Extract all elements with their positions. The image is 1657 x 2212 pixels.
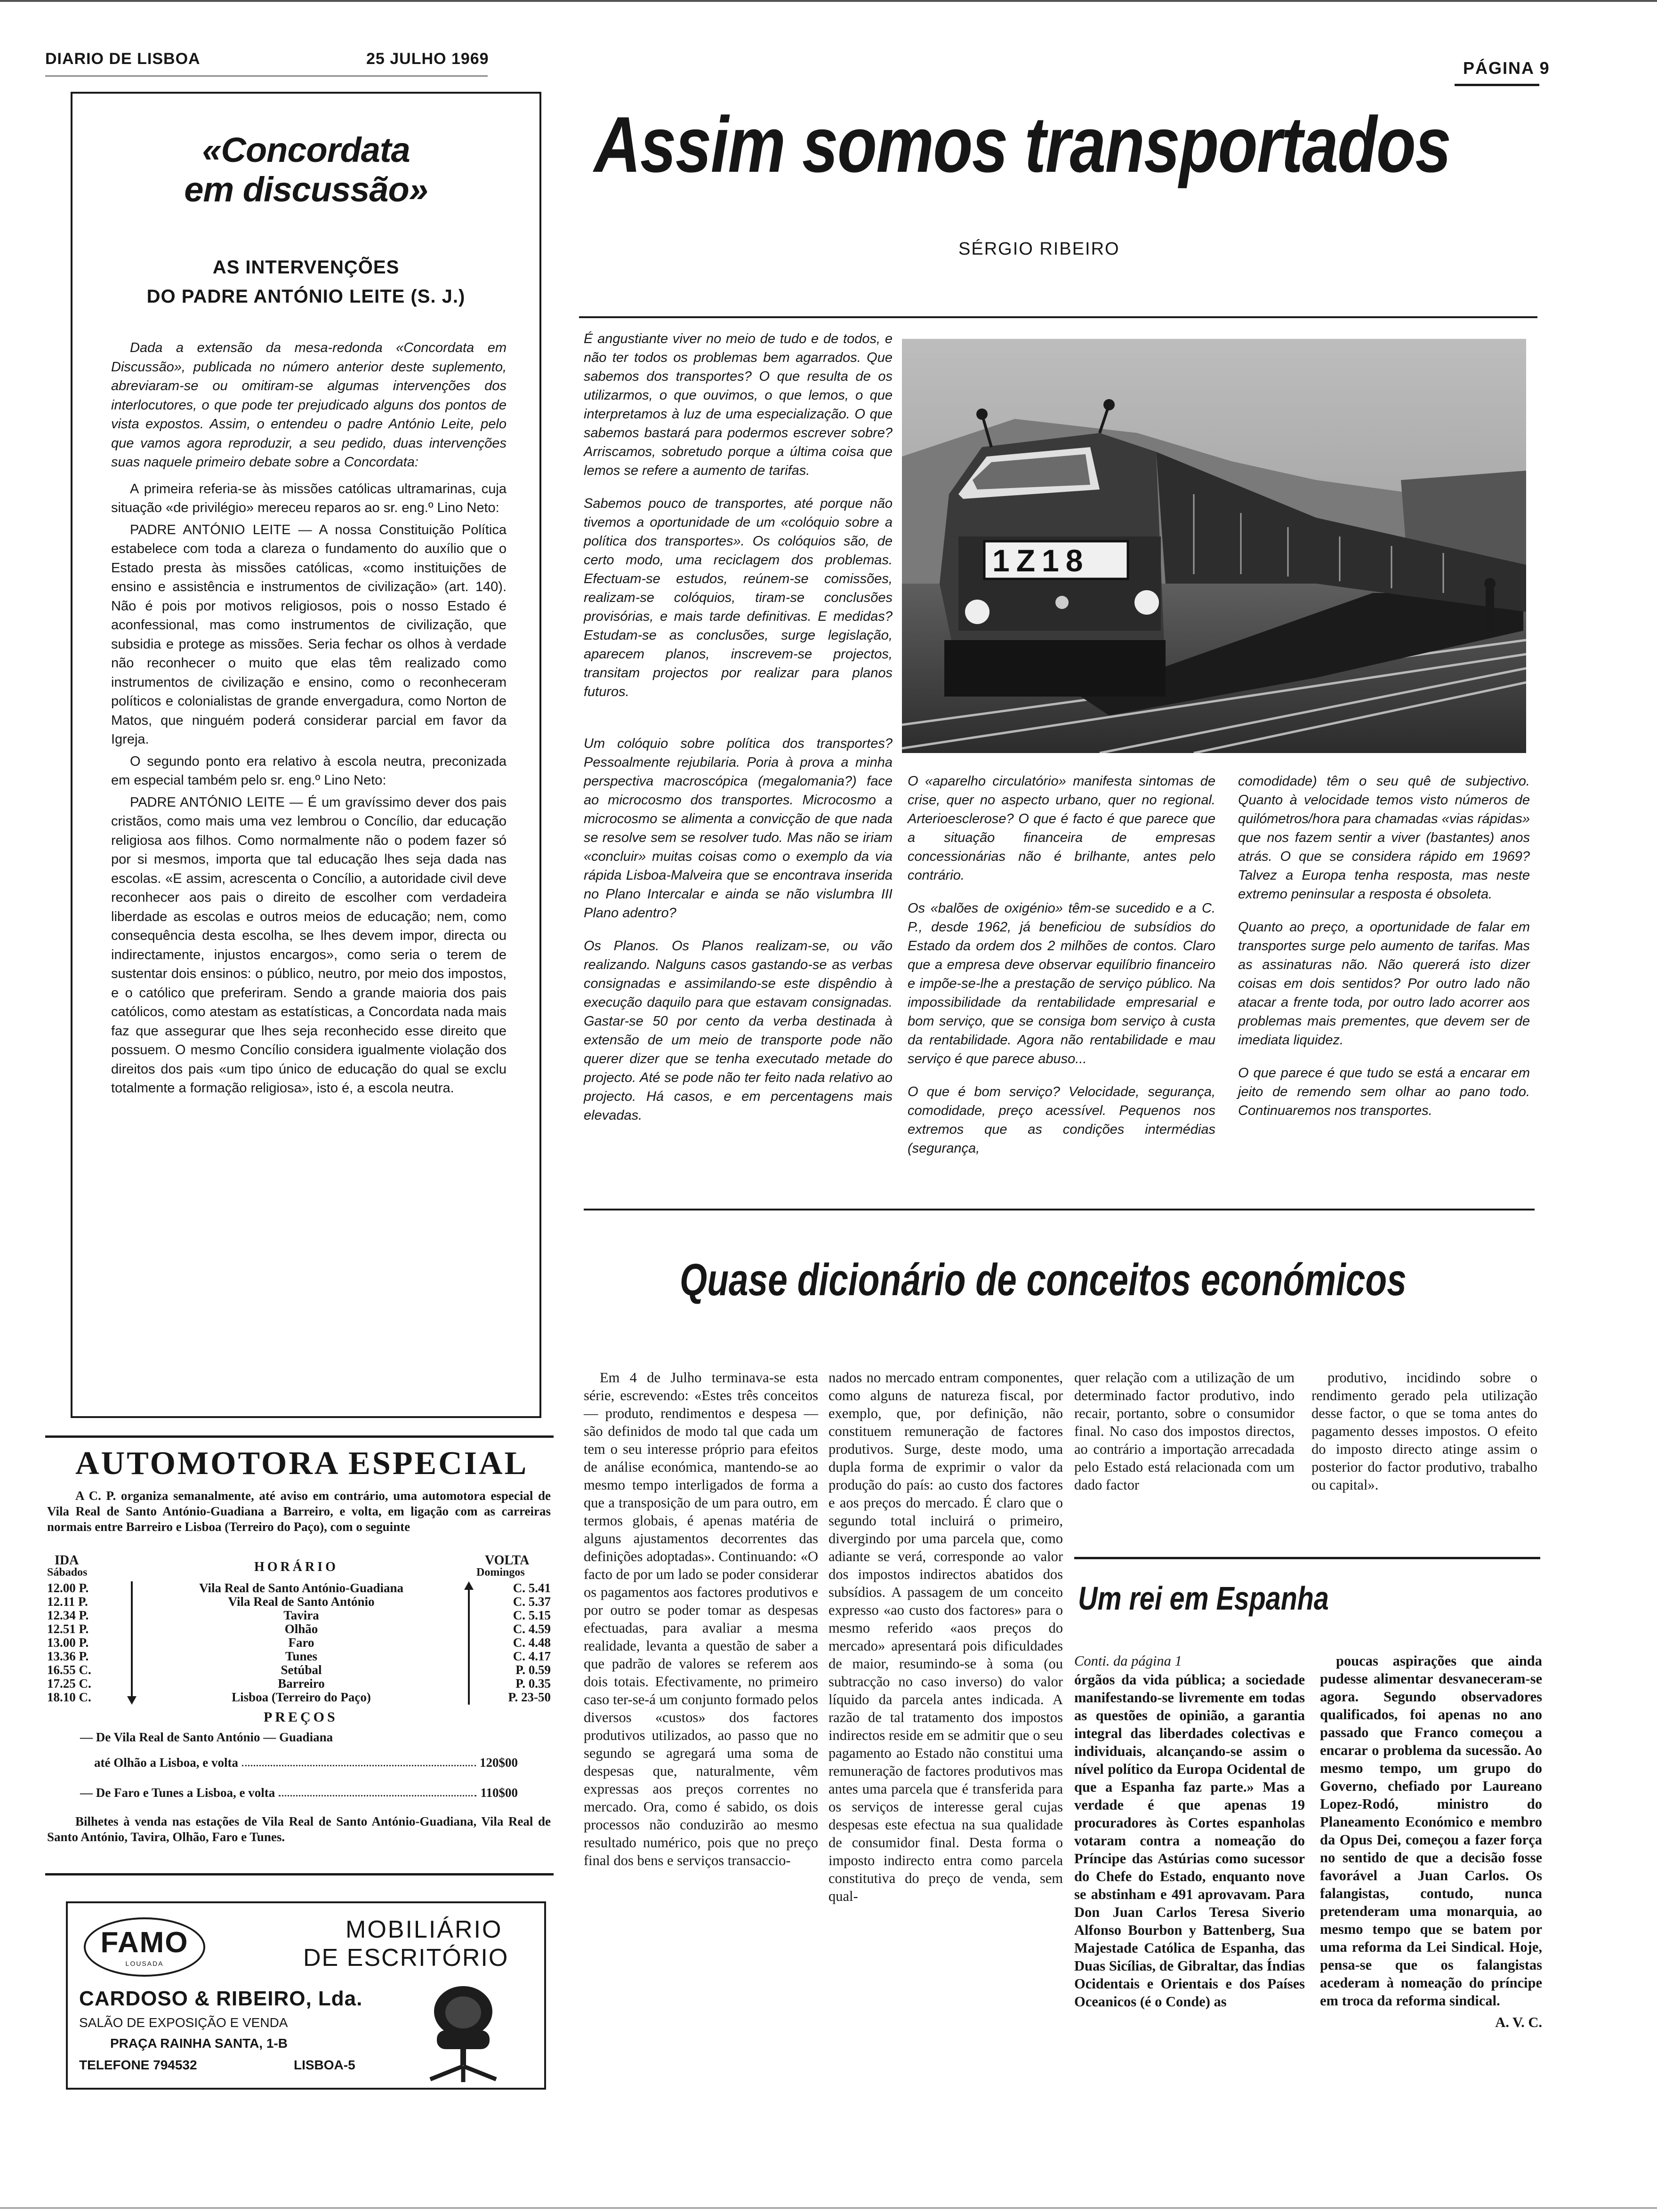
rei-top-rule	[1074, 1557, 1540, 1559]
concordata-p2: PADRE ANTÓNIO LEITE — A nossa Constituição Política estabelece com toda a clareza o fundamento do auxílio que o Estado presta às missões católicas, «como instituições de ensino e assistência e instrumentos de civilização» (art. 140). Não é pois por motivos religiosos, pois o nosso Estado é aconfessional, mas como instrumentos de civilização, que subsidia e protege as missões. Seria fechar os olhos à verdade não reconhecer o muito que elas têm realizado como instrumentos de civilização e ensino, como o reconheceram políticos e colonialistas de grande envergadura, como Norton de Matos, que ninguém poderá considerar parcial em favor da Igreja.	[111, 522, 507, 747]
transport-c2p3: O que é bom serviço? Velocidade, segurança, comodidade, preço acessível. Pequenos nos extremos que as condições intermédias (segurança,	[908, 1084, 1215, 1156]
automotora-title: AUTOMOTORA ESPECIAL	[75, 1445, 529, 1482]
automotora-intro: A C. P. organiza semanalmente, até aviso em contrário, uma automotora especial de Vila Real de Santo António-Guadiana a Barreiro, e volta, em ligação com as carreiras normais entre Barreiro e Lisboa (Terreiro do Paço), com o seguinte	[47, 1489, 551, 1534]
rei-title-wrap	[1078, 1579, 1502, 1622]
transport-c3p3: O que parece é que tudo se está a encarar em jeito de remendo sem olhar ao pano todo. Continuaremos nos transportes.	[1238, 1066, 1530, 1118]
dicionario-col-2-text: nados no mercado entram componentes, como alguns de natureza fiscal, por exemplo, que, por definição, não constituem remuneração de factores produtivos. Surge, deste modo, uma dupla forma de exprimir o valor da produção do país: ao custo dos factores e aos preços do mercado. É claro que o segundo total incluirá o primeiro, divergindo por uma parcela que, como adiante se verá, corresponde ao valor dos impostos indirectos abatidos dos subsídios. A passagem de um conceito expresso «ao custo dos factores» para o mesmo referido «aos preços do mercado» apresentará pois dificuldades de maior, resumindo-se à soma (ou subtracção no caso inverso) do valor líquido da parcela antes indicada. A razão de tal tratamento dos impostos indirectos reside em se admitir que o seu pagamento ao Estado não constitui uma remuneração de factores produtivos mas antes uma parcela que é transferida para os serviços de interesse geral cujas despesas este efectua na sua qualidade de consumidor final. Desta forma o imposto indirecto entra como parcela constitutiva do preço de venda, sem qual-	[828, 1370, 1063, 1904]
office-chair-icon	[416, 1983, 510, 2084]
transport-c2p1: O «aparelho circulatório» manifesta sintomas de crise, quer no aspecto urbano, quer no regional. Arterioesclerose? O que é facto é que parece que a situação financeira de empresas concessionárias não é brilhante, antes pelo contrário.	[908, 774, 1215, 883]
automotora-top-rule	[45, 1435, 554, 1438]
dicionario-col-1-text: Em 4 de Julho terminava-se esta série, escrevendo: «Estes três conceitos — produto, rendimentos e despesa — são definidos de modo tal que cada um tem o seu interesse próprio para efeitos de análise económica, mantendo-se ao mesmo tempo interligados de forma a que a transposição de um para outro, em termos globais, é apenas matéria de alguns ajustamentos decorrentes das definições adoptadas». Continuando: «O facto de por um lado se poder considerar os pagamentos aos factores produtivos e por outro se poder tomar as despesas efectuadas, para avaliar a mesma realidade, levanta a questão de saber a que padrão de valores se referem aos dois totais. Efectivamente, no primeiro caso ter-se-á um conjunto formado pelos diversos «custos» dos factores produtivos utilizados, ao passo que no segundo se agregará uma soma de despesas que, naturalmente, vêm expressas aos preços correntes no mercado. Ora, como é sabido, os dois processos não conduzirão ao mesmo resultado numérico, pois que no preço final dos bens e serviços transaccio-	[584, 1370, 818, 1868]
dicionario-col-1	[584, 1369, 818, 1869]
automotora-footer: Bilhetes à venda nas estações de Vila Real de Santo António-Guadiana, Vila Real de Santo António, Tavira, Olhão, Faro e Tunes.	[47, 1814, 551, 1844]
schedule-row: 16.55 C. Setúbal P. 0.59	[47, 1663, 551, 1677]
dicionario-col-3	[1074, 1369, 1295, 1494]
paper-name: DIARIO DE LISBOA	[45, 50, 201, 68]
famo-company: CARDOSO & RIBEIRO, Lda.	[79, 1987, 363, 2010]
famo-line1: SALÃO DE EXPOSIÇÃO E VENDA	[79, 2015, 288, 2030]
page-number: PÁGINA 9	[1463, 58, 1550, 78]
price-row-2: — De Faro e Tunes a Lisboa, e volta 110$00	[80, 1786, 518, 1800]
concordata-title-line1: «Concordata	[202, 130, 410, 169]
dicionario-col-2	[828, 1369, 1063, 1905]
dicionario-col-3-text: quer relação com a utilização de um determinado factor produtivo, indo recair, portanto, sobre o consumidor final. No caso dos impostos directos, ao contrário a importação arrecadada pelo Estado está relacionada com um dado factor	[1074, 1370, 1295, 1493]
transport-c1p3: Um colóquio sobre política dos transportes? Pessoalmente rejubilaria. Poria à prova a minha perspectiva macroscópica (megalomania?) face ao microcosmo dos transportes. Microcosmo a microcosmo se alimenta a convicção de que nada se resolve sem se resolver tudo. Mas não se iriam «concluir» muitas coisas como o exemplo da via rápida Lisboa-Malveira que se encontrava inserida no Plano Intercalar e ainda se não vislumbra III Plano adentro?	[584, 736, 893, 921]
rei-col-1	[1074, 1652, 1305, 2011]
schedule-row: 17.25 C. Barreiro P. 0.35	[47, 1676, 551, 1691]
concordata-subhead-line1: AS INTERVENÇÕES	[212, 257, 400, 278]
ida-sub: Sábados	[47, 1566, 88, 1579]
transport-c1p1: É angustiante viver no meio de tudo e de todos, e não ter todos os problemas bem agarrados. Que sabemos dos transportes? O que resulta de os utilizarmos, o que ouvimos, o que lemos, o que interpretamos à luz de uma especialização. O que sabemos bastará para podermos escrever sobre? Arriscamos, sobretudo porque a última coisa que lemos se refere a aumento de tarifas.	[584, 331, 893, 478]
horario-label: HORÁRIO	[254, 1560, 338, 1574]
famo-line2: PRAÇA RAINHA SANTA, 1-B	[110, 2036, 288, 2051]
top-edge	[0, 0, 1657, 2]
volta-label: VOLTA	[485, 1553, 530, 1568]
volta-sub: Domingos	[476, 1566, 525, 1579]
transport-col-2	[908, 772, 1215, 1172]
famo-logo: FAMO LOUSADA	[84, 1917, 205, 1977]
transport-c2p2: Os «balões de oxigénio» têm-se sucedido e a C. P., desde 1962, já beneficiou de subsídios do Estado da ordem dos 2 milhões de contos. Claro que a empresa deve observar equilíbrio financeiro e impõe-se-lhe a prestação de serviço público. Na impossibilidade da rentabilidade empresarial e bom serviço, que se consiga bom serviço à custa da rentabilidade. Agora não rentabilidade e mau serviço é que parece abuso...	[908, 901, 1215, 1066]
concordata-p3: O segundo ponto era relativo à escola neutra, preconizada em especial também pelo sr. eng.º Lino Neto:	[111, 753, 507, 788]
famo-head1: MOBILIÁRIO	[346, 1916, 503, 1943]
automotora-bottom-rule	[45, 1873, 554, 1875]
schedule-row: 12.11 P. Vila Real de Santo António C. 5.37	[47, 1595, 551, 1609]
schedule-row: 18.10 C. Lisboa (Terreiro do Paço) P. 23-50	[47, 1690, 551, 1704]
train-photo-svg	[902, 339, 1526, 753]
page-rule	[1455, 84, 1539, 86]
transport-bottom-rule	[584, 1209, 1535, 1210]
transport-c3p2: Quanto ao preço, a oportunidade de falar em transportes surge pelo aumento de tarifas. Mas as assinaturas não. Não quererá isto dizer coisas em dois sentidos? Por outro lado não atacar a frente toda, por outro lado acorrer aos problemas mais prementes, que devem ser de imediata liquidez.	[1238, 920, 1530, 1048]
price-row-1: até Olhão a Lisboa, e volta 120$00	[94, 1755, 518, 1770]
arrow-down-icon	[126, 1581, 137, 1705]
transport-byline: SÉRGIO RIBEIRO	[958, 239, 1120, 259]
transport-title: Assim somos transportados	[594, 100, 1451, 189]
famo-ad	[66, 1901, 546, 2090]
famo-city: LISBOA-5	[294, 2058, 355, 2072]
precos-label: PREÇOS	[264, 1709, 338, 1725]
transport-col-3	[1238, 772, 1530, 1134]
price-route1: — De Vila Real de Santo António — Guadiana	[80, 1730, 333, 1744]
concordata-box	[71, 92, 541, 1418]
dicionario-col-4-text: produtivo, incidindo sobre o rendimento gerado pela utilização desse factor, o que se toma antes do pagamento desses impostos. O efeito do imposto directo atinge assim o posterior do factor produtivo, trabalho ou capital».	[1311, 1370, 1537, 1493]
train-photo	[902, 339, 1526, 753]
transport-top-rule	[579, 316, 1537, 318]
transport-c1p4: Os Planos. Os Planos realizam-se, ou vão realizando. Nalguns casos gastando-se as verbas consignadas e assimilando-se este dispêndio à execução daquilo para que estavam consignadas. Gastar-se 50 por cento da verba destinada à extensão de um meio de transporte pode não querer dizer que se tenha executado metade do projecto. Até se pode não ter feito nada relativo ao projecto. Há casos, e em percentagens mais elevadas.	[584, 938, 893, 1123]
dicionario-title-wrap	[680, 1256, 1527, 1305]
masthead-rule	[45, 75, 488, 77]
loco-number: 1Z18	[992, 543, 1090, 578]
bottom-edge	[0, 2207, 1657, 2209]
dicionario-title: Quase dicionário de conceitos económicos	[680, 1255, 1407, 1305]
concordata-intro: Dada a extensão da mesa-redonda «Concordata em Discussão», publicada no número anterior deste suplemento, abreviaram-se ou omitiram-se algumas intervenções dos interlocutores, o que pode ter prejudicado alguns dos pontos de vista expostos. Assim, o entendeu o padre António Leite, pelo que vamos agora reproduzir, a seu pedido, duas intervenções suas naquele primeiro debate sobre a Concordata:	[111, 340, 507, 470]
schedule-row: 12.51 P. Olhão C. 4.59	[47, 1622, 551, 1636]
rei-title: Um rei em Espanha	[1078, 1580, 1329, 1617]
transport-c1p2: Sabemos pouco de transportes, até porque não tivemos a oportunidade de um «colóquio sobre a política dos transportes». Os colóquios são, de certo modo, uma reciclagem dos problemas. Efectuam-se estudos, reúnem-se comissões, realizam-se colóquios, tiram-se conclusões provisórias, e mais tarde definitivas. E medidas? Estudam-se as conclusões, surge legislação, aparecem planos, inscrevem-se projectos, transitam projectos por realizar para planos futuros.	[584, 496, 893, 699]
rei-signature: A. V. C.	[1495, 2014, 1542, 2030]
arrow-up-icon	[463, 1581, 475, 1705]
ida-label: IDA	[55, 1553, 79, 1568]
rei-col-2	[1320, 1652, 1542, 2031]
rei-cont: Conti. da página 1	[1074, 1653, 1182, 1669]
concordata-title-line2: em discussão»	[184, 170, 428, 209]
rei-col-2-text: poucas aspirações que ainda pudesse alimentar desvaneceram-se agora. Segundo observadores qualificados, foi apenas no ano passado que Franco começou a encarar o problema da sucessão. Ao mesmo tempo, um grupo do Governo, chefiado por Laureano Lopez-Rodó, ministro do Planeamento Económico e membro da Opus Dei, começou a fazer força no sentido de que a decisão fosse favorável a Juan Carlos. Os falangistas, contudo, nunca pretenderam uma monarquia, ao mesmo tempo que se batem por uma reforma da Lei Sindical. Hoje, pensa-se que os falangistas acederam à nomeação do príncipe em troca da reforma sindical.	[1320, 1653, 1542, 2009]
rei-col-1-text: órgãos da vida pública; a sociedade manifestando-se livremente em todas as questões de opinião, a garantia integral das liberdades colectivas e individuais, alcançando-se assim o nível político da Europa Ocidental de que a Espanha faz parte.» Mas a verdade é que apenas 19 procuradores às Cortes espanholas votaram contra a nomeação do Príncipe das Astúrias como sucessor do Chefe do Estado, enquanto nove se abstinham e 491 aprovavam. Para Don Juan Carlos Teresa Siverio Alfonso Bourbon y Battenberg, Sua Majestade Católica de Espanha, das Duas Sicílias, de Gibraltar, das Índias Ocidentais e Orientais e dos Países Oceanicos (é o Conde) as	[1074, 1672, 1305, 2010]
transport-c3p1: comodidade) têm o seu quê de subjectivo. Quanto à velocidade temos visto números de quilómetros/hora para chamadas «vias rápidas» que nos fazem sentir a viver (bastantes) anos atrás. O que se considera rápido em 1969? Talvez a Europa tenha resposta, mas neste extremo peninsular a resposta é obsoleta.	[1238, 774, 1530, 902]
schedule-row: 13.00 P. Faro C. 4.48	[47, 1635, 551, 1650]
famo-head2: DE ESCRITÓRIO	[303, 1944, 509, 1972]
transport-col-1	[584, 329, 893, 1139]
dicionario-col-4	[1311, 1369, 1537, 1494]
concordata-subhead-line2: DO PADRE ANTÓNIO LEITE (S. J.)	[146, 286, 466, 307]
transport-title-wrap	[594, 100, 1554, 189]
concordata-p1: A primeira referia-se às missões católicas ultramarinas, cuja situação «de privilégio» mereceu reparos ao sr. eng.º Lino Neto:	[111, 481, 507, 515]
schedule-row: 13.36 P. Tunes C. 4.17	[47, 1649, 551, 1663]
concordata-p4: PADRE ANTÓNIO LEITE — É um gravíssimo dever dos pais cristãos, como mais uma vez lembrou o Concílio, dar educação religiosa aos filhos. Como normalmente não o podem fazer só por si mesmos, importa que tal educação lhes seja dada nas escolas. «E assim, acrescenta o Concílio, a autoridade civil deve reconhecer aos pais o direito de escolher com verdadeira liberdade as escolas e outros meios de educação; nem, como consequência desta escolha, se lhes devem impor, directa ou indirectamente, injustos encargos», como seria o terem de sustentar dois ensinos: o público, neutro, por meio dos impostos, e o católico que preferiram. Sendo a grande maioria dos pais católicos, como atestam as estatísticas, a Concordata nada mais faz que assegurar que lhes seja reconhecido esse direito que possuem. O mesmo Concílio considera igualmente violação dos direitos dos pais «um tipo único de educação do qual se exclu totalmente a formação religiosa», isto é, a escola neutra.	[111, 794, 507, 1096]
schedule-row: 12.00 P. Vila Real de Santo António-Guadiana C. 5.41	[47, 1581, 551, 1595]
famo-phone: TELEFONE 794532	[79, 2058, 197, 2072]
schedule-row: 12.34 P. Tavira C. 5.15	[47, 1608, 551, 1622]
issue-date: 25 JULHO 1969	[366, 50, 489, 68]
